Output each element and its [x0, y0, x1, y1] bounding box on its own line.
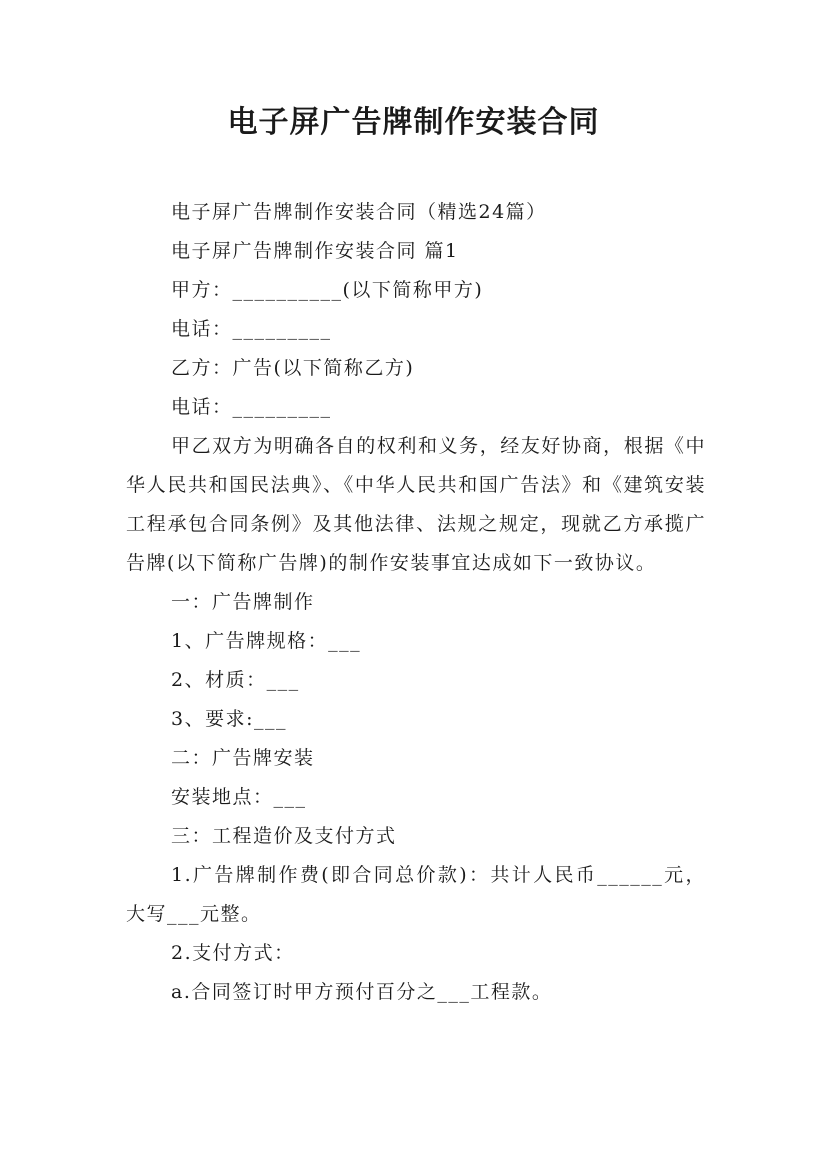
clause-heading-production: 一：广告牌制作 [171, 591, 315, 613]
party-b-phone-line: 电话：_________ [171, 396, 332, 418]
clause-item-material: 2、材质：___ [171, 669, 300, 691]
clause-item-requirements: 3、要求:___ [171, 708, 287, 730]
clause-heading-payment: 三：工程造价及支付方式 [171, 825, 397, 847]
section-heading: 电子屏广告牌制作安装合同 篇1 [171, 240, 459, 262]
clause-item-fee: 1.广告牌制作费(即合同总价款)：共计人民币______元，大写___元整。 [126, 864, 706, 925]
document-title: 电子屏广告牌制作安装合同 [227, 105, 600, 140]
clause-item-spec: 1、广告牌规格：___ [171, 630, 362, 652]
party-a-line: 甲方：__________(以下简称甲方) [171, 279, 484, 301]
party-a-phone-line: 电话：_________ [171, 318, 332, 340]
clause-heading-installation: 二：广告牌安装 [171, 747, 315, 769]
clause-item-prepayment: a.合同签订时甲方预付百分之___工程款。 [171, 981, 553, 1003]
subtitle-line: 电子屏广告牌制作安装合同（精选24篇） [171, 201, 547, 223]
party-b-line: 乙方：广告(以下简称乙方) [171, 357, 415, 379]
preamble-paragraph: 甲乙双方为明确各自的权利和义务，经友好协商，根据《中华人民共和国民法典》、《中华人民共和国广告法》和《建筑安装工程承包合同条例》及其他法律、法规之规定，现就乙方承揽广告牌(以下简称广告牌)的制作安装事宜达成如下一致协议。 [126, 435, 706, 574]
clause-item-payment-method: 2.支付方式： [171, 942, 295, 964]
clause-item-location: 安装地点：___ [171, 786, 307, 808]
document-body [126, 193, 706, 1012]
